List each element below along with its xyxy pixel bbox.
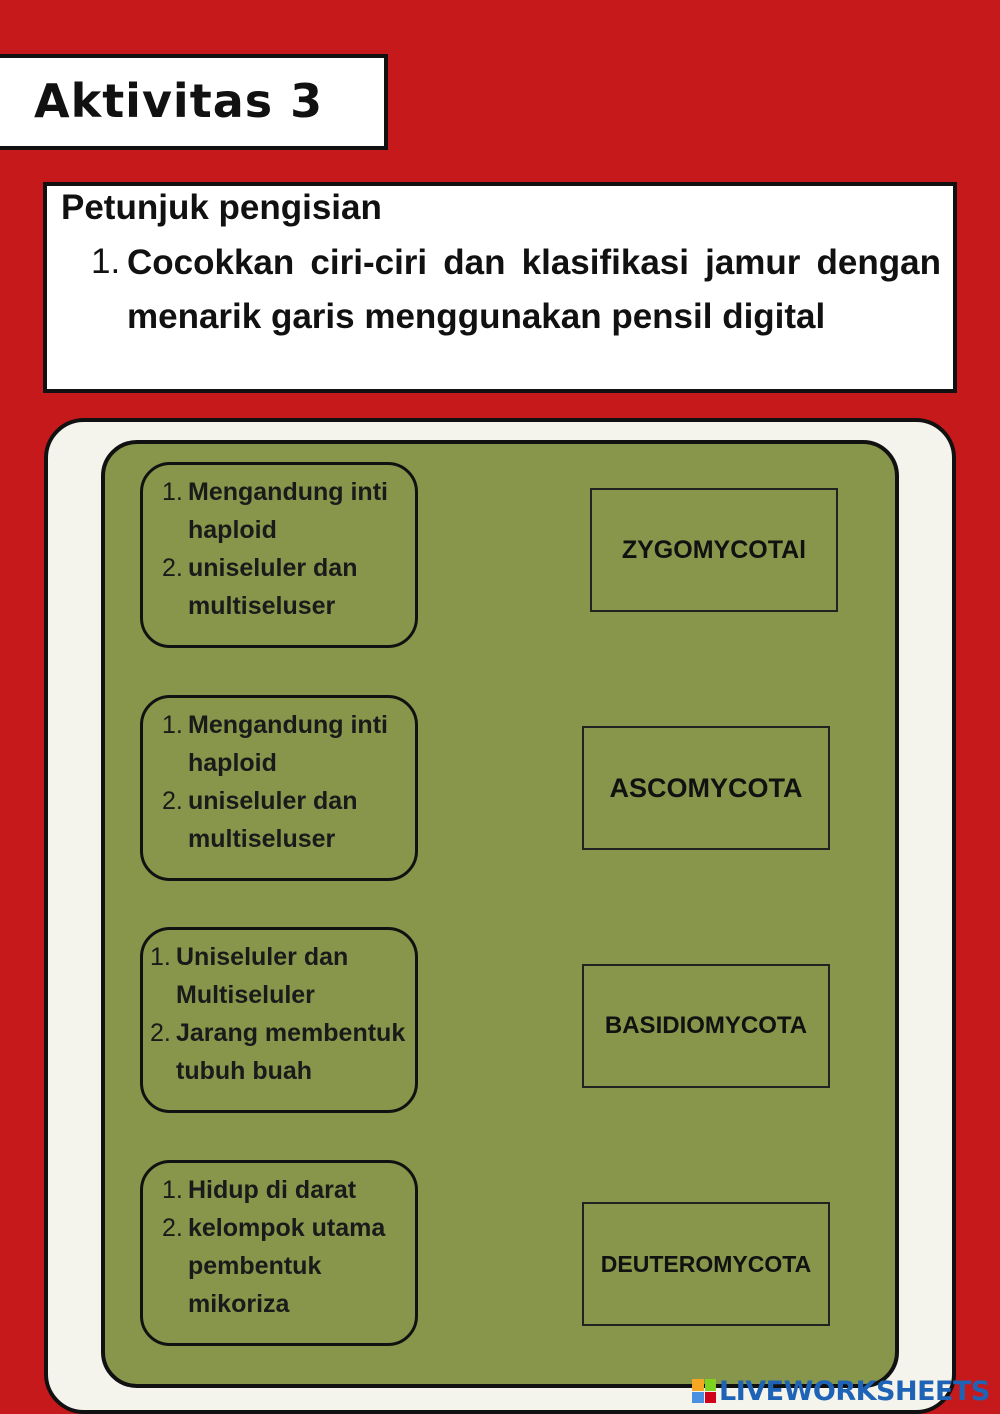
trait-item: 2. uniseluler dan multiseluser <box>162 787 358 853</box>
classification-box-zygomycota[interactable]: ZYGOMYCOTAl <box>590 488 838 612</box>
page-title: Aktivitas 3 <box>34 74 324 128</box>
instructions-box <box>43 182 957 393</box>
instruction-number: 1. <box>91 242 121 281</box>
trait-item: 1. Hidup di darat <box>162 1176 357 1204</box>
watermark-text: LIVEWORKSHEETS <box>719 1375 990 1407</box>
trait-card-3[interactable] <box>140 927 418 1113</box>
logo-square <box>705 1392 717 1404</box>
classification-box-basidiomycota[interactable]: BASIDIOMYCOTA <box>582 964 830 1088</box>
trait-card-2[interactable] <box>140 695 418 881</box>
instruction-text: Cocokkan ciri-ciri dan klasifikasi jamur dengan menarik garis menggunakan pensil digital <box>127 243 941 336</box>
trait-card-4[interactable] <box>140 1160 418 1346</box>
trait-item: 2. Jarang membentuk tubuh buah <box>150 1019 406 1085</box>
title-box <box>0 54 388 150</box>
logo-square <box>692 1392 704 1404</box>
trait-item: 2. kelompok utama pembentuk mikoriza <box>162 1214 386 1318</box>
logo-square <box>692 1379 704 1391</box>
instructions-heading: Petunjuk pengisian <box>61 188 382 227</box>
trait-item: 1. Uniseluler dan Multiseluler <box>150 943 349 1009</box>
trait-card-1[interactable] <box>140 462 418 648</box>
trait-item: 2. uniseluler dan multiseluser <box>162 554 358 620</box>
trait-item: 1. Mengandung inti haploid <box>162 478 388 544</box>
liveworksheets-logo-icon <box>692 1379 716 1403</box>
logo-square <box>705 1379 717 1391</box>
classification-box-deuteromycota[interactable]: DEUTEROMYCOTA <box>582 1202 830 1326</box>
liveworksheets-watermark <box>692 1374 990 1408</box>
classification-box-ascomycota[interactable]: ASCOMYCOTA <box>582 726 830 850</box>
trait-item: 1. Mengandung inti haploid <box>162 711 388 777</box>
